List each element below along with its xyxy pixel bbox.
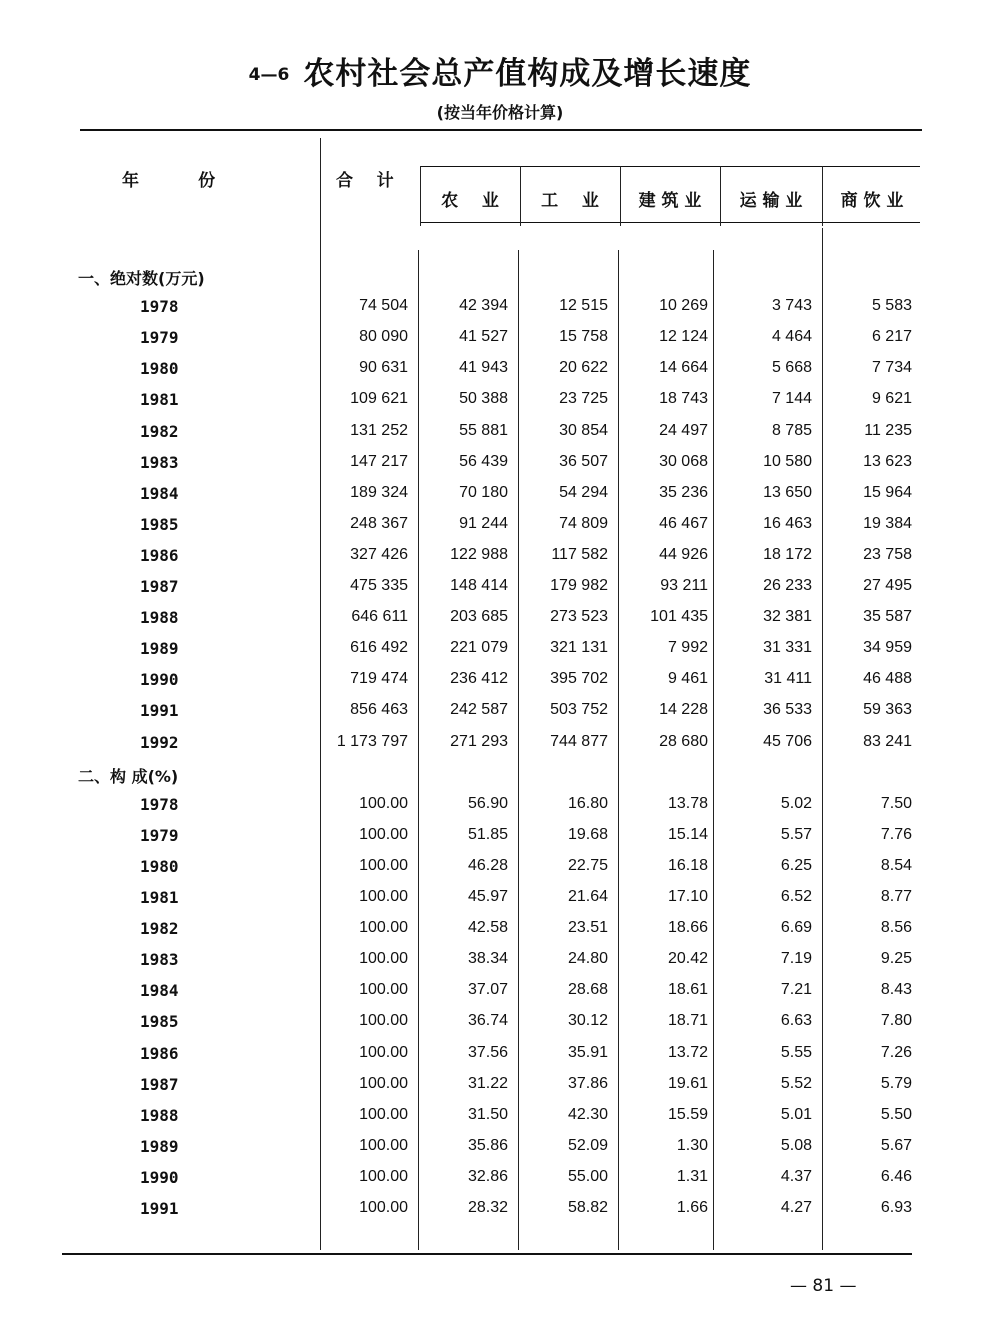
value-cell: 30.12 <box>567 1012 608 1029</box>
year-cell: 1985 <box>140 515 179 534</box>
value-cell: 32 381 <box>763 608 812 625</box>
value-cell: 16.18 <box>667 857 708 874</box>
value-cell: 6.63 <box>780 1012 812 1029</box>
section-label: 二、构 成(%) <box>78 767 179 786</box>
value-cell: 15 964 <box>863 484 912 501</box>
value-cell: 5.08 <box>780 1137 812 1154</box>
value-cell: 10 580 <box>763 453 812 470</box>
value-cell: 6.46 <box>880 1168 912 1185</box>
value-cell: 14 664 <box>659 359 708 376</box>
header-year: 年 份 <box>122 171 216 191</box>
year-cell: 1981 <box>140 390 179 409</box>
bottom-rule <box>62 1253 912 1255</box>
value-cell: 7.19 <box>780 950 812 967</box>
table-row <box>0 826 1000 857</box>
value-cell: 7.26 <box>880 1044 912 1061</box>
value-cell: 100.00 <box>359 981 408 998</box>
value-cell: 4.27 <box>780 1199 812 1216</box>
table-row <box>0 453 1000 484</box>
header-total: 合 计 <box>336 171 394 191</box>
value-cell: 7 734 <box>871 359 912 376</box>
value-cell: 327 426 <box>350 546 408 563</box>
value-cell: 15.59 <box>667 1106 708 1123</box>
value-cell: 8.56 <box>880 919 912 936</box>
value-cell: 28 680 <box>659 733 708 750</box>
value-cell: 5.57 <box>780 826 812 843</box>
value-cell: 28.68 <box>567 981 608 998</box>
value-cell: 9 461 <box>667 670 708 687</box>
value-cell: 4.37 <box>780 1168 812 1185</box>
year-cell: 1980 <box>140 857 179 876</box>
table-row <box>0 1044 1000 1075</box>
value-cell: 19 384 <box>863 515 912 532</box>
value-cell: 23.51 <box>567 919 608 936</box>
value-cell: 18.61 <box>667 981 708 998</box>
value-cell: 55 881 <box>459 422 508 439</box>
value-cell: 46.28 <box>467 857 508 874</box>
value-cell: 100.00 <box>359 1106 408 1123</box>
value-cell: 8.54 <box>880 857 912 874</box>
table-row <box>0 733 1000 764</box>
value-cell: 38.34 <box>467 950 508 967</box>
value-cell: 45 706 <box>763 733 812 750</box>
value-cell: 46 467 <box>659 515 708 532</box>
year-cell: 1983 <box>140 453 179 472</box>
value-cell: 16 463 <box>763 515 812 532</box>
table-row <box>0 1075 1000 1106</box>
table-row <box>0 1137 1000 1168</box>
value-cell: 35.91 <box>567 1044 608 1061</box>
value-cell: 54 294 <box>559 484 608 501</box>
value-cell: 100.00 <box>359 1075 408 1092</box>
value-cell: 100.00 <box>359 795 408 812</box>
table-row <box>0 546 1000 577</box>
value-cell: 100.00 <box>359 1044 408 1061</box>
value-cell: 30 068 <box>659 453 708 470</box>
value-cell: 13 623 <box>863 453 912 470</box>
value-cell: 5.01 <box>780 1106 812 1123</box>
value-cell: 45.97 <box>467 888 508 905</box>
year-cell: 1988 <box>140 1106 179 1125</box>
year-cell: 1985 <box>140 1012 179 1031</box>
year-cell: 1988 <box>140 608 179 627</box>
table-row <box>0 1199 1000 1230</box>
value-cell: 24 497 <box>659 422 708 439</box>
year-cell: 1978 <box>140 297 179 316</box>
value-cell: 856 463 <box>350 701 408 718</box>
value-cell: 147 217 <box>350 453 408 470</box>
value-cell: 122 988 <box>450 546 508 563</box>
value-cell: 31.50 <box>467 1106 508 1123</box>
value-cell: 35 236 <box>659 484 708 501</box>
value-cell: 101 435 <box>650 608 708 625</box>
value-cell: 41 943 <box>459 359 508 376</box>
value-cell: 12 515 <box>559 297 608 314</box>
value-cell: 24.80 <box>567 950 608 967</box>
value-cell: 273 523 <box>550 608 608 625</box>
header-bottom-rule <box>420 222 920 223</box>
year-cell: 1989 <box>140 639 179 658</box>
header-agriculture: 农 业 <box>441 191 499 211</box>
year-cell: 1990 <box>140 670 179 689</box>
year-cell: 1989 <box>140 1137 179 1156</box>
header-transport: 运 输 业 <box>739 191 803 211</box>
value-cell: 23 725 <box>559 390 608 407</box>
value-cell: 52.09 <box>567 1137 608 1154</box>
value-cell: 46 488 <box>863 670 912 687</box>
value-cell: 100.00 <box>359 857 408 874</box>
value-cell: 7.50 <box>880 795 912 812</box>
value-cell: 5.79 <box>880 1075 912 1092</box>
year-cell: 1992 <box>140 733 179 752</box>
value-cell: 56.90 <box>467 795 508 812</box>
year-cell: 1979 <box>140 826 179 845</box>
value-cell: 1.31 <box>676 1168 708 1185</box>
value-cell: 7.21 <box>780 981 812 998</box>
value-cell: 18.66 <box>667 919 708 936</box>
value-cell: 131 252 <box>350 422 408 439</box>
table-row <box>0 515 1000 546</box>
year-cell: 1987 <box>140 1075 179 1094</box>
value-cell: 18.71 <box>667 1012 708 1029</box>
value-cell: 35 587 <box>863 608 912 625</box>
value-cell: 100.00 <box>359 1199 408 1216</box>
value-cell: 26 233 <box>763 577 812 594</box>
value-cell: 9.25 <box>880 950 912 967</box>
table-row <box>0 857 1000 888</box>
value-cell: 58.82 <box>567 1199 608 1216</box>
value-cell: 203 685 <box>450 608 508 625</box>
value-cell: 1.66 <box>676 1199 708 1216</box>
page-title <box>0 48 1000 93</box>
value-cell: 6.93 <box>880 1199 912 1216</box>
value-cell: 20 622 <box>559 359 608 376</box>
value-cell: 80 090 <box>359 328 408 345</box>
table-row <box>0 359 1000 390</box>
value-cell: 148 414 <box>450 577 508 594</box>
value-cell: 28.32 <box>467 1199 508 1216</box>
value-cell: 616 492 <box>350 639 408 656</box>
page-number: — 81 — <box>790 1276 857 1296</box>
value-cell: 18 743 <box>659 390 708 407</box>
value-cell: 18 172 <box>763 546 812 563</box>
value-cell: 50 388 <box>459 390 508 407</box>
table-row <box>0 950 1000 981</box>
value-cell: 35.86 <box>467 1137 508 1154</box>
value-cell: 44 926 <box>659 546 708 563</box>
value-cell: 8 785 <box>771 422 812 439</box>
value-cell: 7 992 <box>667 639 708 656</box>
value-cell: 7.76 <box>880 826 912 843</box>
value-cell: 100.00 <box>359 1012 408 1029</box>
section-label: 一、绝对数(万元) <box>78 269 205 288</box>
table-row <box>0 1168 1000 1199</box>
value-cell: 719 474 <box>350 670 408 687</box>
value-cell: 321 131 <box>550 639 608 656</box>
value-cell: 271 293 <box>450 733 508 750</box>
value-cell: 100.00 <box>359 888 408 905</box>
value-cell: 23 758 <box>863 546 912 563</box>
value-cell: 117 582 <box>551 546 608 563</box>
value-cell: 221 079 <box>450 639 508 656</box>
value-cell: 179 982 <box>550 577 608 594</box>
table-row <box>0 919 1000 950</box>
value-cell: 12 124 <box>659 328 708 345</box>
value-cell: 31 331 <box>763 639 812 656</box>
value-cell: 36 507 <box>559 453 608 470</box>
value-cell: 503 752 <box>550 701 608 718</box>
value-cell: 9 621 <box>871 390 912 407</box>
value-cell: 17.10 <box>667 888 708 905</box>
value-cell: 16.80 <box>567 795 608 812</box>
table-row <box>0 1106 1000 1137</box>
value-cell: 744 877 <box>550 733 608 750</box>
top-rule <box>80 129 922 131</box>
table-row <box>0 422 1000 453</box>
value-cell: 83 241 <box>863 733 912 750</box>
table-row <box>0 297 1000 328</box>
value-cell: 5 583 <box>871 297 912 314</box>
value-cell: 27 495 <box>863 577 912 594</box>
header-construction: 建 筑 业 <box>638 191 702 211</box>
year-cell: 1981 <box>140 888 179 907</box>
value-cell: 4 464 <box>771 328 812 345</box>
value-cell: 189 324 <box>350 484 408 501</box>
value-cell: 7.80 <box>880 1012 912 1029</box>
value-cell: 5.50 <box>880 1106 912 1123</box>
header-industry: 工 业 <box>541 191 599 211</box>
table-row <box>0 670 1000 701</box>
value-cell: 8.77 <box>880 888 912 905</box>
value-cell: 5 668 <box>771 359 812 376</box>
value-cell: 74 809 <box>559 515 608 532</box>
table-row <box>0 888 1000 919</box>
value-cell: 41 527 <box>459 328 508 345</box>
table-row <box>0 981 1000 1012</box>
value-cell: 21.64 <box>567 888 608 905</box>
table-row <box>0 390 1000 421</box>
value-cell: 100.00 <box>359 1137 408 1154</box>
value-cell: 6 217 <box>871 328 912 345</box>
value-cell: 5.52 <box>780 1075 812 1092</box>
value-cell: 42 394 <box>459 297 508 314</box>
value-cell: 6.52 <box>780 888 812 905</box>
year-cell: 1986 <box>140 546 179 565</box>
value-cell: 11 235 <box>864 422 912 439</box>
value-cell: 1.30 <box>676 1137 708 1154</box>
value-cell: 14 228 <box>659 701 708 718</box>
value-cell: 15.14 <box>667 826 708 843</box>
year-cell: 1984 <box>140 981 179 1000</box>
value-cell: 8.43 <box>880 981 912 998</box>
value-cell: 13 650 <box>763 484 812 501</box>
table-row <box>0 577 1000 608</box>
value-cell: 59 363 <box>863 701 912 718</box>
header-group-rule <box>420 166 920 167</box>
column-divider <box>320 138 321 250</box>
value-cell: 22.75 <box>567 857 608 874</box>
value-cell: 42.30 <box>567 1106 608 1123</box>
value-cell: 74 504 <box>359 297 408 314</box>
value-cell: 646 611 <box>351 608 408 625</box>
value-cell: 93 211 <box>660 577 708 594</box>
value-cell: 6.25 <box>780 857 812 874</box>
table-title: 农村社会总产值构成及增长速度 <box>303 56 752 92</box>
year-cell: 1990 <box>140 1168 179 1187</box>
value-cell: 5.02 <box>780 795 812 812</box>
year-cell: 1991 <box>140 1199 179 1218</box>
value-cell: 56 439 <box>459 453 508 470</box>
value-cell: 42.58 <box>467 919 508 936</box>
value-cell: 1 173 797 <box>336 733 408 750</box>
value-cell: 475 335 <box>350 577 408 594</box>
value-cell: 19.61 <box>667 1075 708 1092</box>
year-cell: 1980 <box>140 359 179 378</box>
value-cell: 91 244 <box>459 515 508 532</box>
value-cell: 37.86 <box>567 1075 608 1092</box>
value-cell: 236 412 <box>450 670 508 687</box>
value-cell: 248 367 <box>350 515 408 532</box>
value-cell: 36.74 <box>467 1012 508 1029</box>
value-cell: 31.22 <box>467 1075 508 1092</box>
value-cell: 70 180 <box>459 484 508 501</box>
year-cell: 1983 <box>140 950 179 969</box>
value-cell: 5.67 <box>880 1137 912 1154</box>
value-cell: 13.72 <box>667 1044 708 1061</box>
table-row <box>0 1012 1000 1043</box>
year-cell: 1987 <box>140 577 179 596</box>
value-cell: 51.85 <box>467 826 508 843</box>
value-cell: 3 743 <box>771 297 812 314</box>
value-cell: 13.78 <box>667 795 708 812</box>
value-cell: 5.55 <box>780 1044 812 1061</box>
year-cell: 1982 <box>140 919 179 938</box>
value-cell: 32.86 <box>467 1168 508 1185</box>
value-cell: 7 144 <box>771 390 812 407</box>
value-cell: 109 621 <box>350 390 408 407</box>
value-cell: 6.69 <box>780 919 812 936</box>
value-cell: 90 631 <box>359 359 408 376</box>
year-cell: 1991 <box>140 701 179 720</box>
value-cell: 100.00 <box>359 919 408 936</box>
value-cell: 242 587 <box>450 701 508 718</box>
value-cell: 15 758 <box>559 328 608 345</box>
table-subtitle: (按当年价格计算) <box>436 103 564 122</box>
value-cell: 20.42 <box>667 950 708 967</box>
value-cell: 100.00 <box>359 950 408 967</box>
value-cell: 31 411 <box>764 670 812 687</box>
table-row <box>0 484 1000 515</box>
header-commerce: 商 饮 业 <box>840 191 904 211</box>
value-cell: 30 854 <box>559 422 608 439</box>
year-cell: 1978 <box>140 795 179 814</box>
value-cell: 34 959 <box>863 639 912 656</box>
table-row <box>0 639 1000 670</box>
value-cell: 37.56 <box>467 1044 508 1061</box>
value-cell: 100.00 <box>359 1168 408 1185</box>
year-cell: 1984 <box>140 484 179 503</box>
year-cell: 1982 <box>140 422 179 441</box>
table-row <box>0 795 1000 826</box>
table-number: 4—6 <box>248 65 290 85</box>
year-cell: 1986 <box>140 1044 179 1063</box>
value-cell: 395 702 <box>550 670 608 687</box>
table-row <box>0 608 1000 639</box>
table-row <box>0 701 1000 732</box>
table-row <box>0 328 1000 359</box>
value-cell: 10 269 <box>659 297 708 314</box>
year-cell: 1979 <box>140 328 179 347</box>
value-cell: 55.00 <box>567 1168 608 1185</box>
value-cell: 100.00 <box>359 826 408 843</box>
value-cell: 37.07 <box>467 981 508 998</box>
value-cell: 19.68 <box>567 826 608 843</box>
value-cell: 36 533 <box>763 701 812 718</box>
